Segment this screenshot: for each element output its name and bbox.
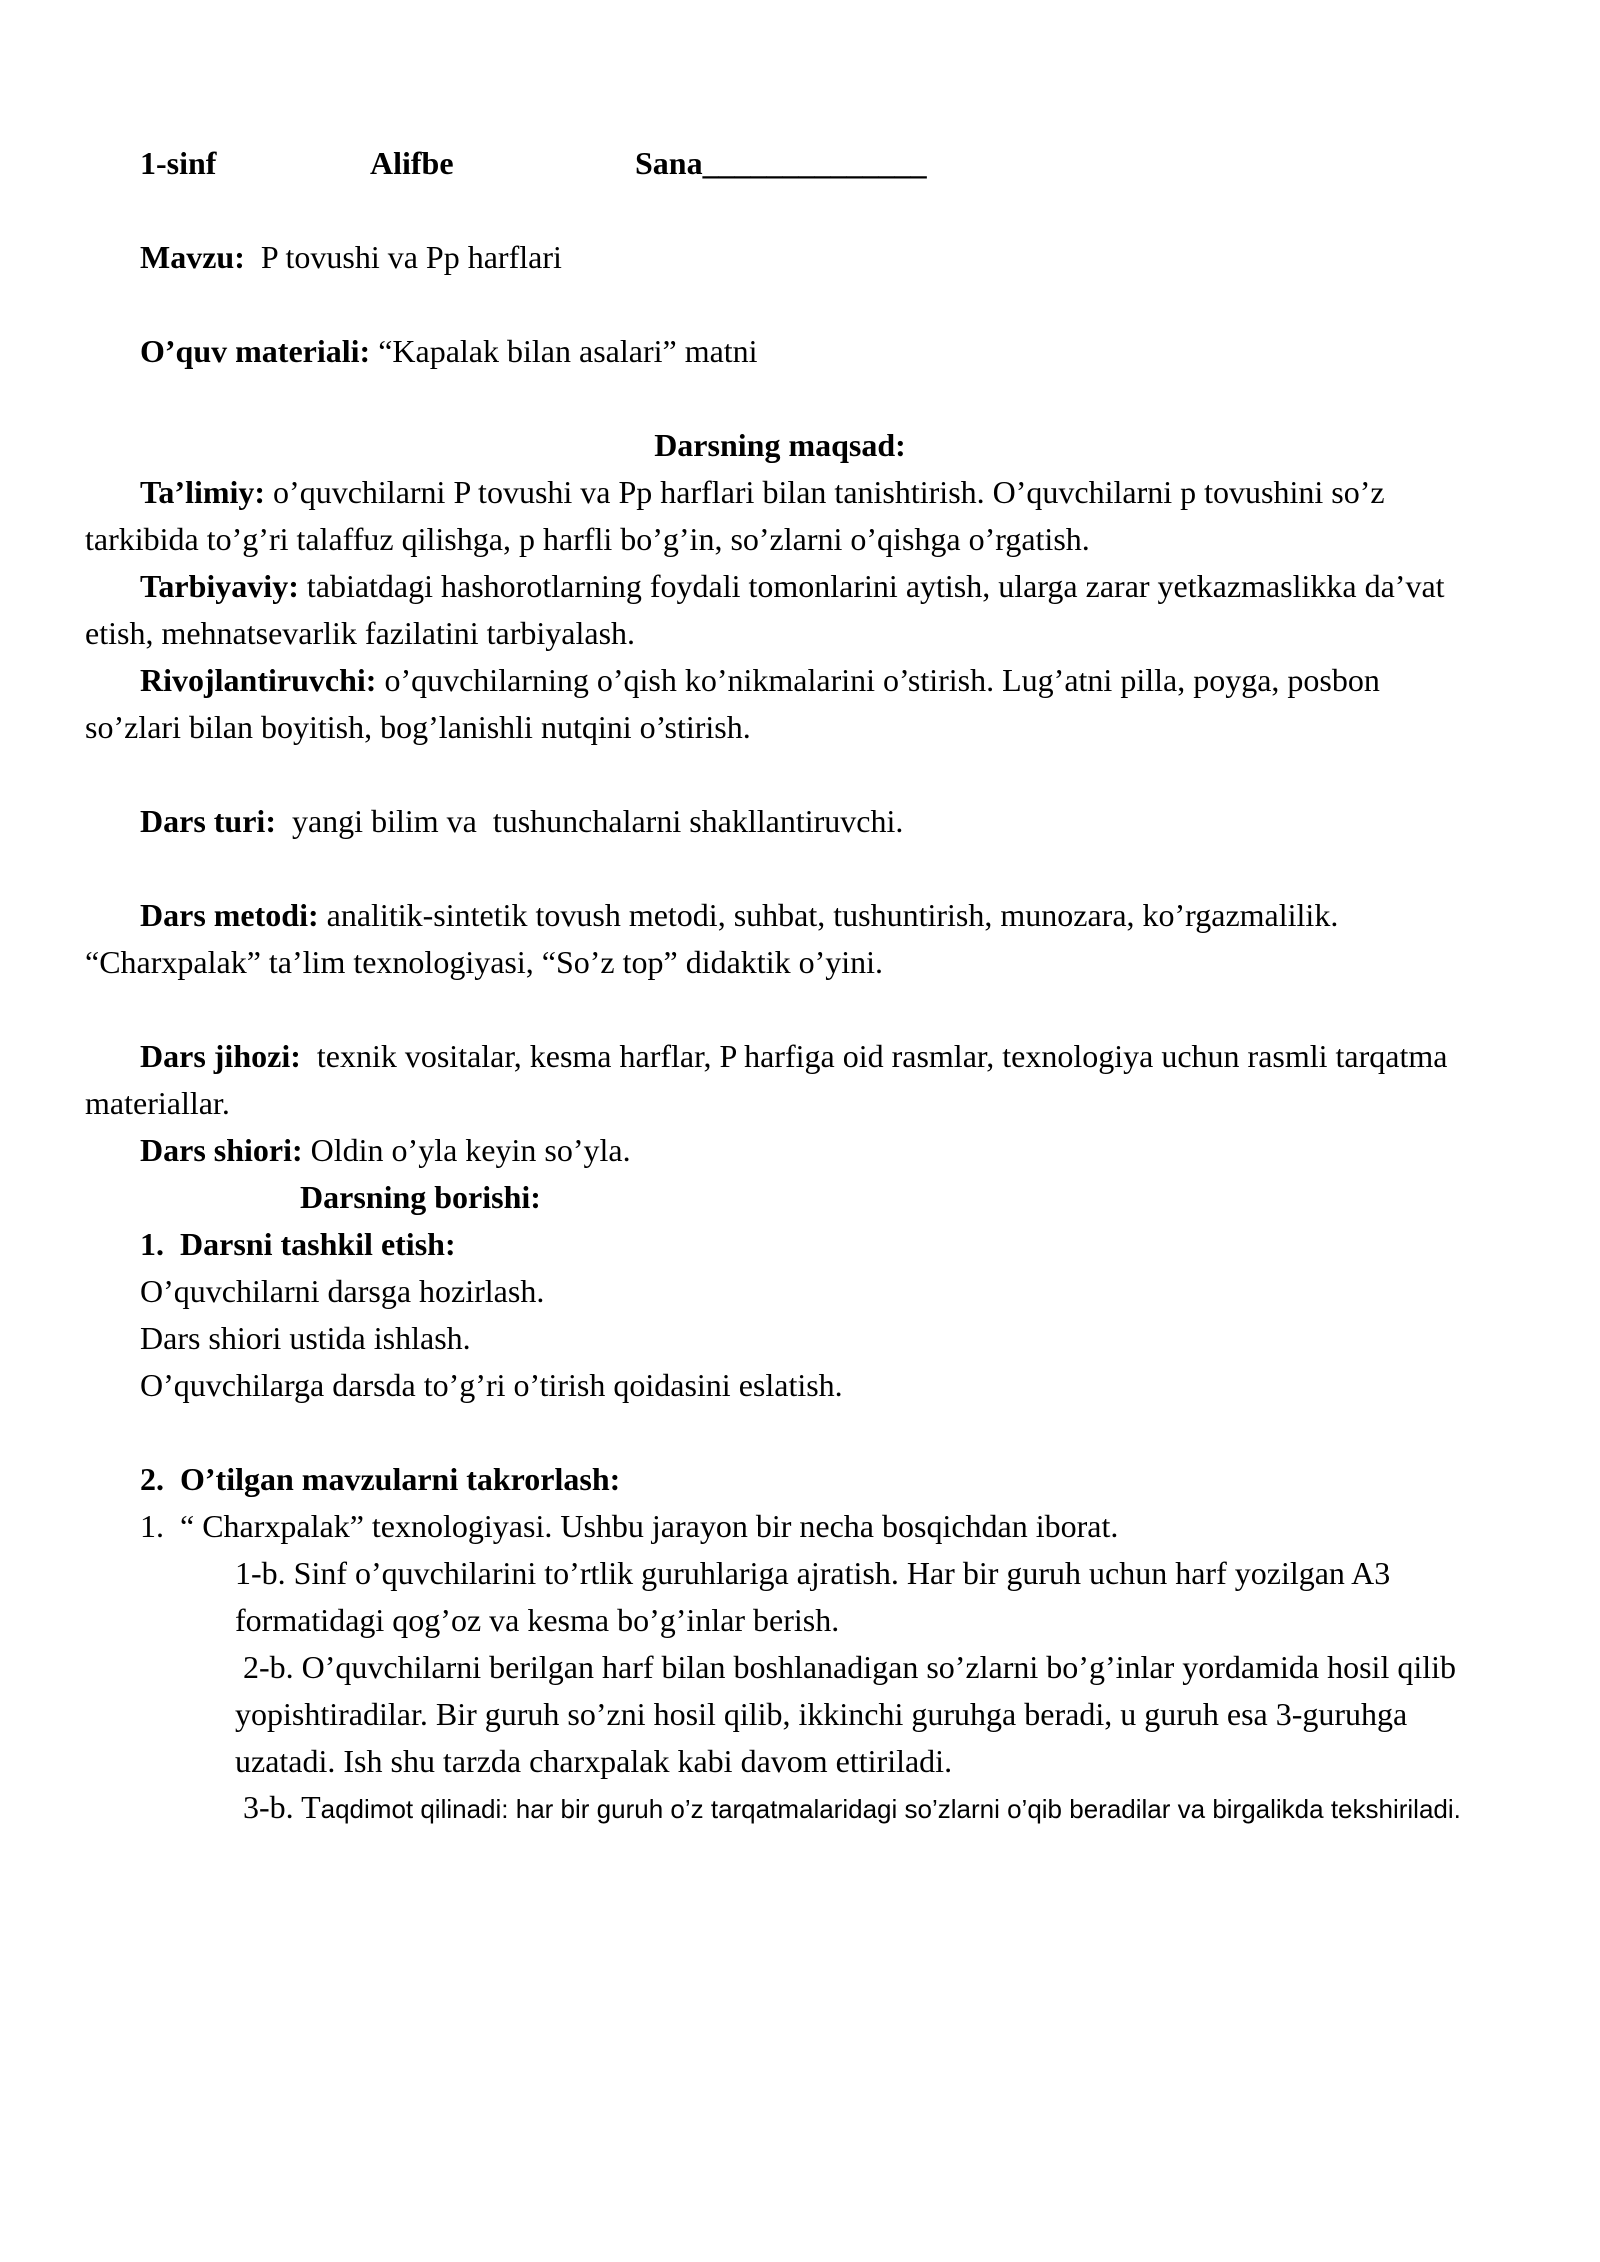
paragraph-talimiy (85, 469, 1475, 563)
paragraph-dars-shiori (85, 1127, 1475, 1174)
spacer (85, 375, 1475, 422)
maqsad-heading: Darsning maqsad: (654, 427, 906, 463)
paragraph-dars-metodi (85, 892, 1475, 986)
dars-metodi-label: Dars metodi: (140, 897, 319, 933)
section2-sub3-lead: 3-b. T (235, 1789, 321, 1825)
tarbiyaviy-text: tabiatdagi hashorotlarning foydali tomonlarini aytish, ularga zarar yetkazmaslikka da’vat etish, mehnatsevarlik fazilatini tarbiyalash. (85, 568, 1453, 651)
section2-item1-line (140, 1503, 1475, 1550)
dars-shiori-label: Dars shiori: (140, 1132, 303, 1168)
dars-jihozi-label: Dars jihozi: (140, 1038, 301, 1074)
section2-item1-number: 1. (140, 1508, 164, 1544)
section2-sub3 (235, 1785, 1475, 1831)
section1-line-1: O’quvchilarni darsga hozirlash. (140, 1273, 545, 1309)
paragraph-dars-turi (85, 798, 1475, 845)
talimiy-label: Ta’limiy: (140, 474, 266, 510)
dars-shiori-text: Oldin o’yla keyin so’yla. (302, 1132, 631, 1168)
section1-number: 1. (140, 1226, 164, 1262)
oquv-materiali-text: “Kapalak bilan asalari” matni (370, 333, 758, 369)
subject-label: Alifbe (370, 145, 454, 181)
section1-line-3: O’quvchilarga darsda to’g’ri o’tirish qoidasini eslatish. (140, 1367, 843, 1403)
oquv-materiali-label: O’quv materiali: (140, 333, 371, 369)
dars-turi-label: Dars turi: (140, 803, 276, 839)
mavzu-text: P tovushi va Pp harflari (244, 239, 562, 275)
paragraph-oquv-materiali (85, 328, 1475, 375)
date-label: Sana______________ (635, 145, 927, 181)
talimiy-text: o’quvchilarni P tovushi va Pp harflari bilan tanishtirish. O’quvchilarni p tovushini so’z tarkibida to’g’ri talaffuz qilishga, p harfli bo’g’in, so’zlarni o’qishga o’rgatish. (85, 474, 1393, 557)
dars-metodi-text: analitik-sintetik tovush metodi, suhbat, tushuntirish, munozara, ko’rgazmalilik. “Charxpalak” ta’lim texnologiyasi, “So’z top” didaktik o’yini. (85, 897, 1347, 980)
section2-sub3-small-text: aqdimot qilinadi: har bir guruh o’z tarqatmalaridagi so’zlarni o’qib beradilar va birgalikda tekshiriladi. (320, 1794, 1461, 1824)
section1-title-line (140, 1221, 1475, 1268)
paragraph-dars-jihozi (85, 1033, 1475, 1127)
grade-label: 1-sinf (140, 145, 217, 181)
spacer (85, 187, 1475, 234)
spacer (85, 845, 1475, 892)
section2-title: O’tilgan mavzularni takrorlash: (180, 1461, 621, 1497)
dars-jihozi-text: texnik vositalar, kesma harflar, P harfiga oid rasmlar, texnologiya uchun rasmli tarqatma materiallar. (85, 1038, 1456, 1121)
rivojlantiruvchi-text: o’quvchilarning o’qish ko’nikmalarini o’stirish. Lug’atni pilla, poyga, posbon so’zlari bilan boyitish, bog’lanishli nutqini o’stirish. (85, 662, 1388, 745)
section2-item1-text: “ Charxpalak” texnologiyasi. Ushbu jarayon bir necha bosqichdan iborat. (180, 1508, 1119, 1544)
section2-title-line (140, 1456, 1475, 1503)
section2-number: 2. (140, 1461, 164, 1497)
borishi-heading: Darsning borishi: (300, 1179, 541, 1215)
rivojlantiruvchi-label: Rivojlantiruvchi: (140, 662, 377, 698)
section1-line-2: Dars shiori ustida ishlash. (140, 1320, 471, 1356)
spacer (85, 1409, 1475, 1456)
mavzu-label: Mavzu: (140, 239, 245, 275)
paragraph-tarbiyaviy (85, 563, 1475, 657)
section2-sub2: 2-b. O’quvchilarni berilgan harf bilan boshlanadigan so’zlarni bo’g’inlar yordamida hosil qilib yopishtiradilar. Bir guruh so’zni hosil qilib, ikkinchi guruhga beradi, u guruh esa 3-guruhga uzatadi. Ish shu tarzda charxpalak kabi davom ettiriladi. (235, 1649, 1464, 1779)
tarbiyaviy-label: Tarbiyaviy: (140, 568, 299, 604)
header-line (85, 140, 1475, 187)
section2-sub1: 1-b. Sinf o’quvchilarini to’rtlik guruhlariga ajratish. Har bir guruh uchun harf yozilgan A3 formatidagi qog’oz va kesma bo’g’inlar berish. (235, 1555, 1399, 1638)
paragraph-mavzu (85, 234, 1475, 281)
spacer (85, 751, 1475, 798)
spacer (85, 281, 1475, 328)
spacer (85, 986, 1475, 1033)
paragraph-rivojlantiruvchi (85, 657, 1475, 751)
section1-title: Darsni tashkil etish: (180, 1226, 456, 1262)
dars-turi-text: yangi bilim va tushunchalarni shakllantiruvchi. (275, 803, 904, 839)
